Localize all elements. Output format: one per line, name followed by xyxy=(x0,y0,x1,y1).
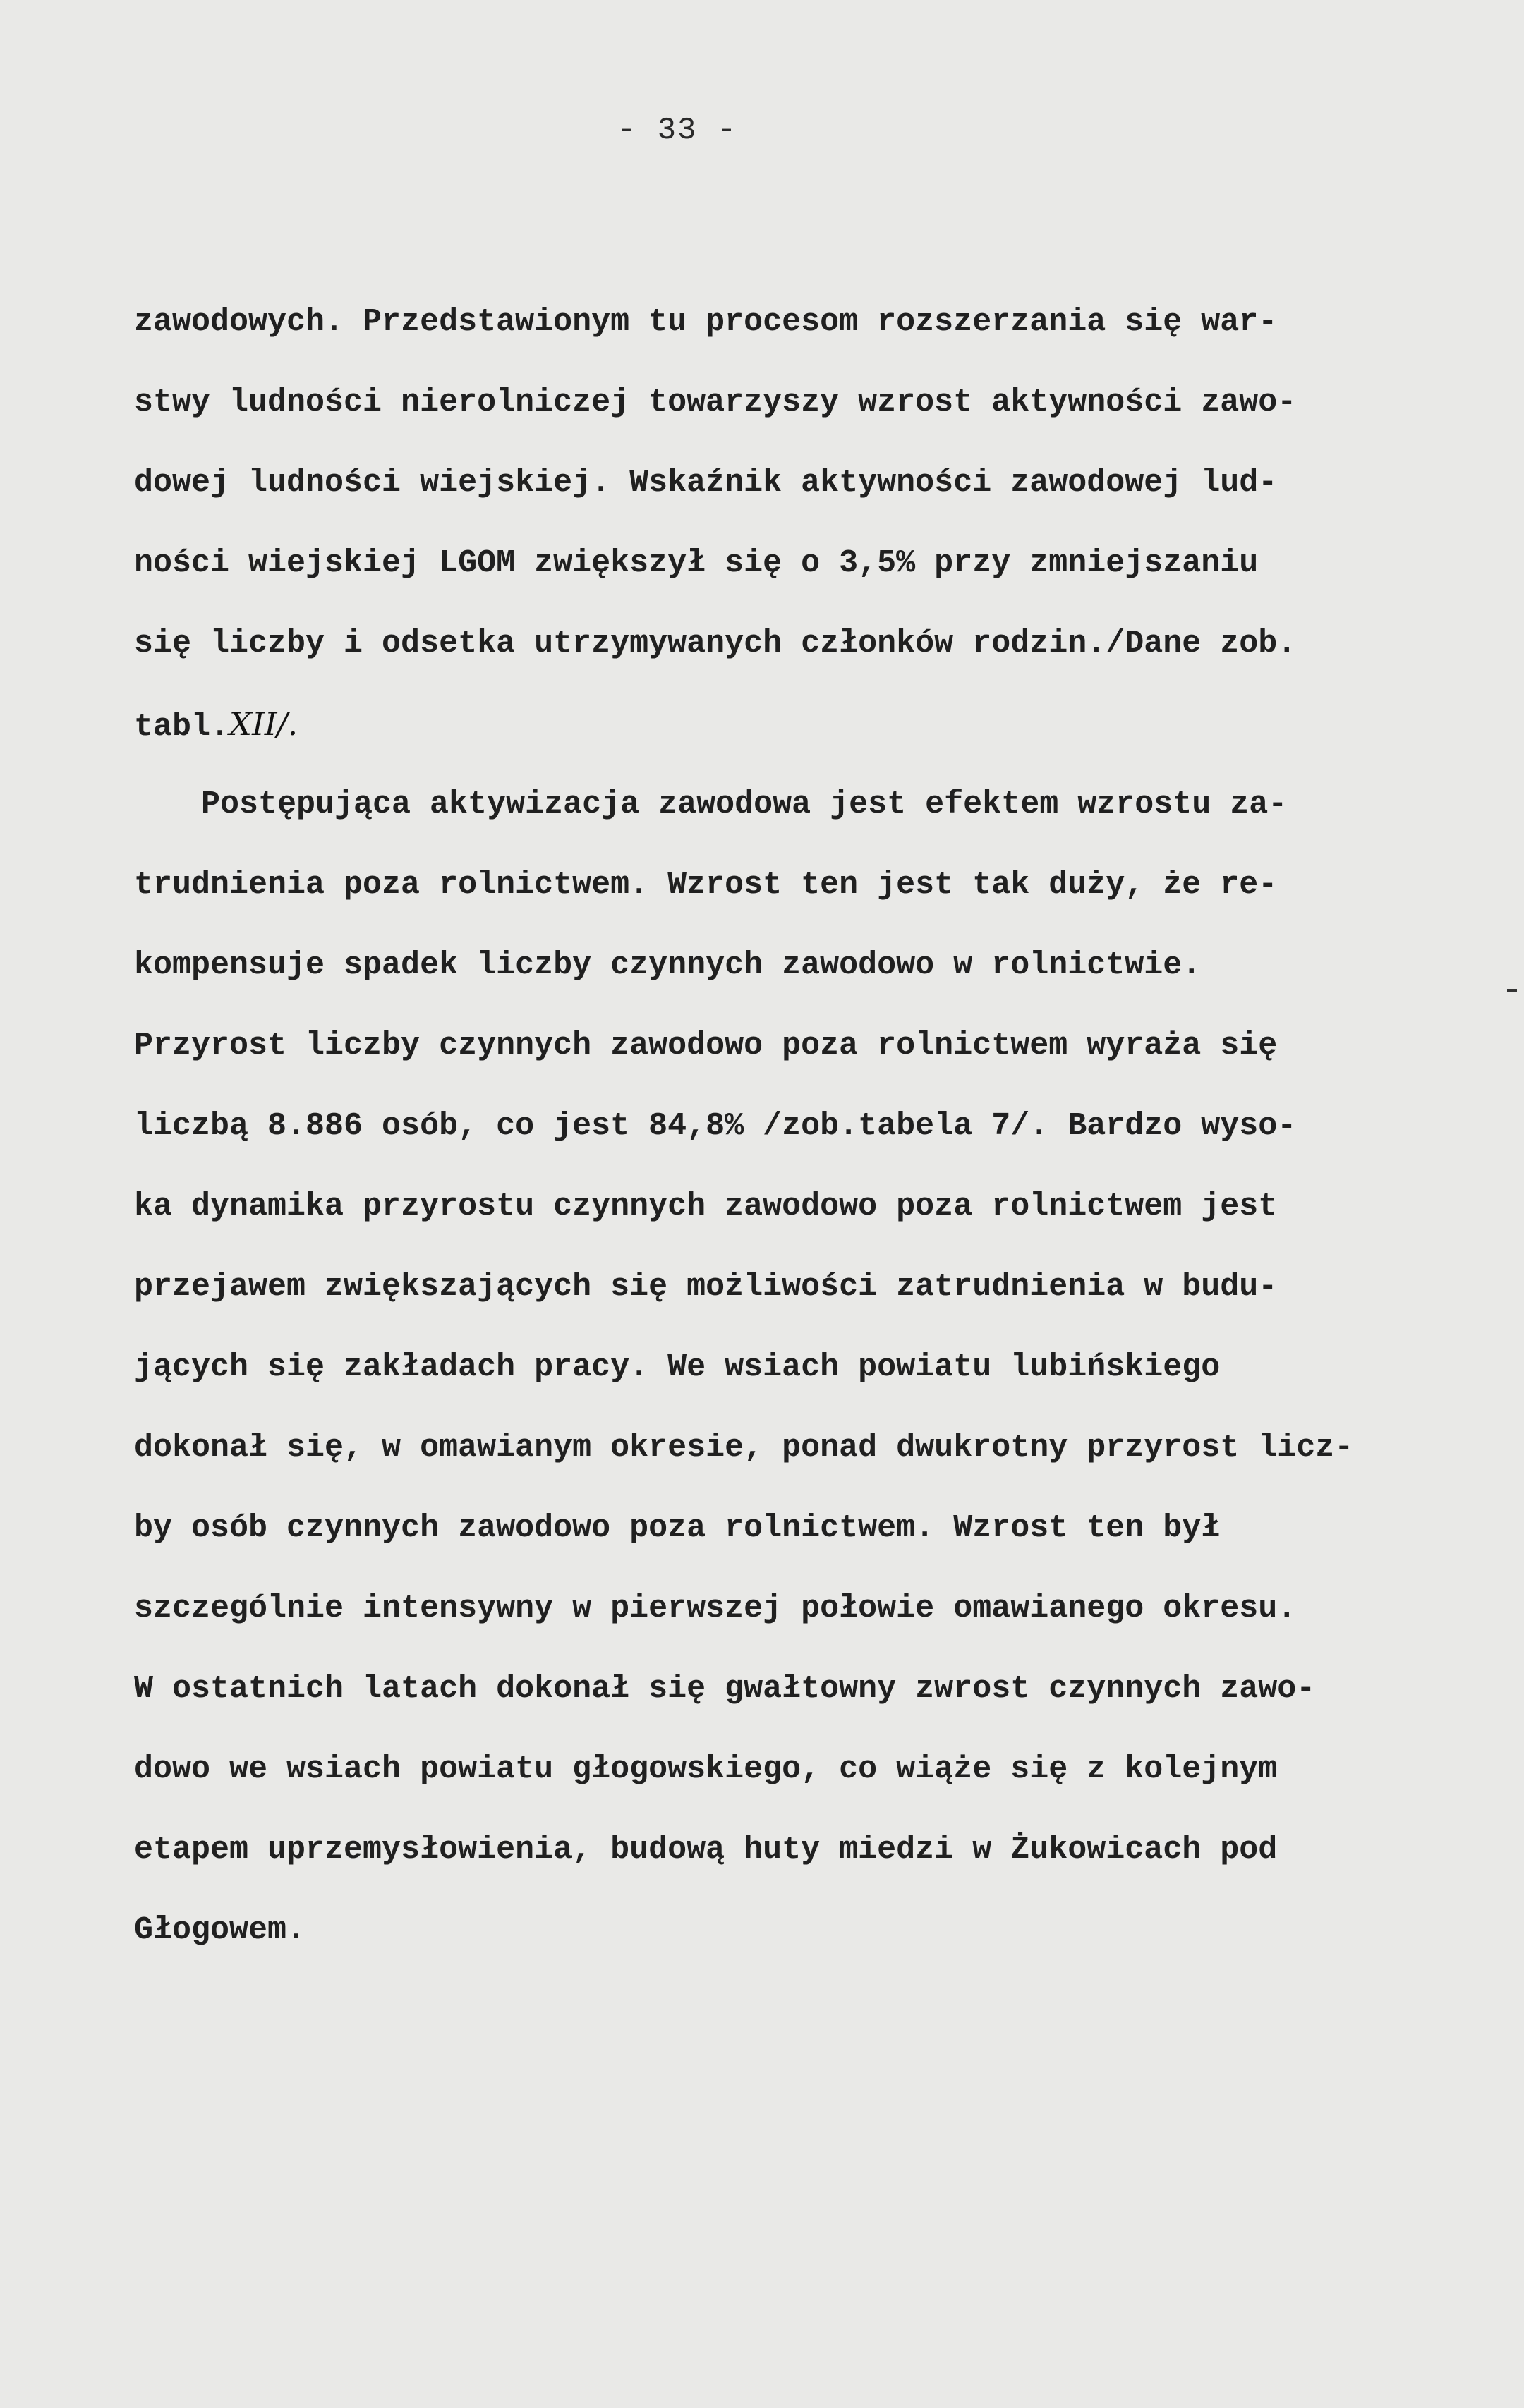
body-text xyxy=(134,282,1460,1971)
margin-dash-mark xyxy=(1507,989,1517,992)
text-line: zawodowych. Przedstawionym tu procesom rozszerzania się war- xyxy=(134,304,1278,340)
paragraph-start-line: Postępująca aktywizacja zawodowa jest efektem wzrostu za- xyxy=(201,786,1288,822)
text-line: dowej ludności wiejskiej. Wskaźnik aktywności zawodowej lud- xyxy=(134,465,1278,501)
handwritten-annotation: XII/. xyxy=(229,705,298,743)
text-line: trudnienia poza rolnictwem. Wzrost ten jest tak duży, że re- xyxy=(134,867,1278,903)
text-line: by osób czynnych zawodowo poza rolnictwem. Wzrost ten był xyxy=(134,1510,1221,1546)
text-line: W ostatnich latach dokonał się gwałtowny zwrost czynnych zawo- xyxy=(134,1671,1316,1707)
text-line: szczególnie intensywny w pierwszej połowie omawianego okresu. xyxy=(134,1591,1297,1626)
text-line: Przyrost liczby czynnych zawodowo poza rolnictwem wyraża się xyxy=(134,1028,1278,1064)
text-line: Głogowem. xyxy=(134,1912,306,1948)
text-line: etapem uprzemysłowienia, budową huty miedzi w Żukowicach pod xyxy=(134,1832,1278,1868)
text-line: dowo we wsiach powiatu głogowskiego, co wiąże się z kolejnym xyxy=(134,1751,1278,1787)
text-line: ności wiejskiej LGOM zwiększył się o 3,5% przy zmniejszaniu xyxy=(134,545,1259,581)
text-line: przejawem zwiększających się możliwości zatrudnienia w budu- xyxy=(134,1269,1278,1305)
text-line: stwy ludności nierolniczej towarzyszy wzrost aktywności zawo- xyxy=(134,384,1297,420)
text-line: kompensuje spadek liczby czynnych zawodowo w rolnictwie. xyxy=(134,947,1202,983)
text-line: jących się zakładach pracy. We wsiach powiatu lubińskiego xyxy=(134,1349,1221,1385)
text-line-fragment: tabl. xyxy=(134,709,230,745)
page-number: - 33 - xyxy=(617,113,738,148)
text-line: ka dynamika przyrostu czynnych zawodowo poza rolnictwem jest xyxy=(134,1188,1278,1224)
text-line-with-annotation xyxy=(134,684,1460,765)
text-line: liczbą 8.886 osób, co jest 84,8% /zob.tabela 7/. Bardzo wyso- xyxy=(134,1108,1297,1144)
text-line: się liczby i odsetka utrzymywanych członków rodzin./Dane zob. xyxy=(134,626,1297,662)
text-line: dokonał się, w omawianym okresie, ponad dwukrotny przyrost licz- xyxy=(134,1430,1354,1466)
